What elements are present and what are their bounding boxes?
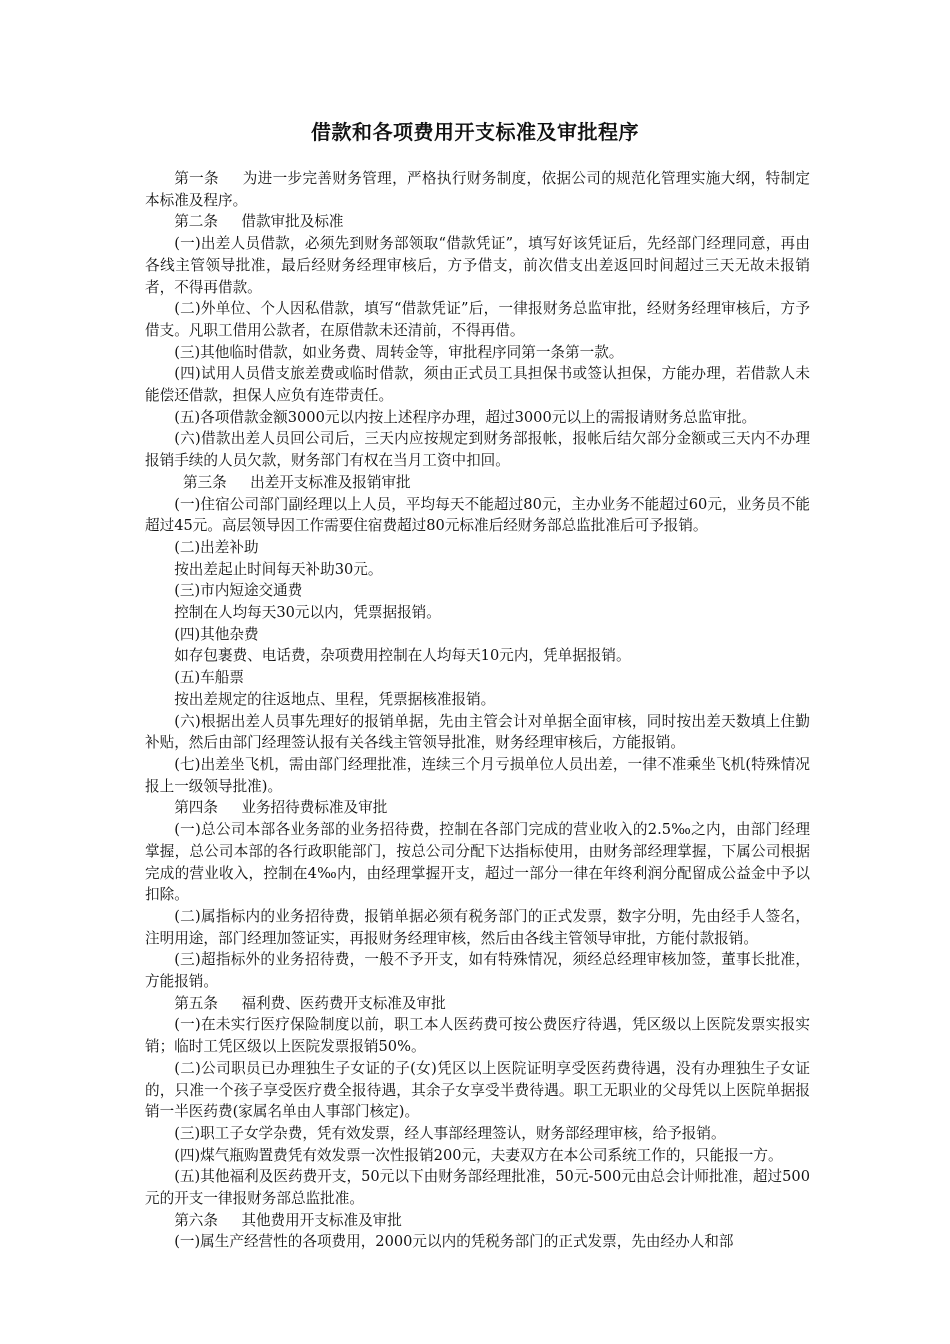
article-5-item-1: (一)在未实行医疗保险制度以前，职工本人医药费可按公费医疗待遇，凭区级以上医院发票实报实销；临时工凭区级以上医院发票报销50%。 — [145, 1016, 810, 1056]
article-2-item-1: (一)出差人员借款，必须先到财务部领取“借款凭证”，填写好该凭证后，先经部门经理同意，再由各线主管领导批准，最后经财务经理审核后，方予借支，前次借支出差返回时间超过三天无故未报销者，不得再借款。 — [145, 235, 810, 296]
article-3-title: 出差开支标准及报销审批 — [250, 473, 411, 491]
document-title: 借款和各项费用开支标准及审批程序 — [311, 120, 639, 144]
article-2-item-6: (六)借款出差人员回公司后，三天内应按规定到财务部报帐，报帐后结欠部分金额或三天内不办理报销手续的人员欠款，财务部门有权在当月工资中扣回。 — [145, 430, 810, 470]
article-3-heading — [145, 472, 810, 494]
article-5-item-4: (四)煤气瓶购置费凭有效发票一次性报销200元，夫妻双方在本公司系统工作的，只能报一方。 — [174, 1146, 783, 1164]
article-6-label: 第六条 — [174, 1211, 218, 1229]
article-2-label: 第二条 — [174, 213, 218, 231]
article-2-item-4: (四)试用人员借支旅差费或临时借款，须由正式员工具担保书或签认担保，方能办理，若借款人未能偿还借款，担保人应负有连带责任。 — [145, 365, 810, 405]
article-1-text: 为进一步完善财务管理，严格执行财务制度，依据公司的规范化管理实施大纲，特制定本标准及程序。 — [145, 170, 810, 209]
article-3-item-4-text: 如存包裹费、电话费，杂项费用控制在人均每天10元内，凭单据报销。 — [174, 647, 631, 665]
article-6-heading — [145, 1210, 810, 1232]
article-5-label: 第五条 — [174, 994, 218, 1012]
article-3-label: 第三条 — [182, 473, 227, 491]
article-2-item-2: (二)外单位、个人因私借款，填写“借款凭证”后，一律报财务总监审批，经财务经理审核后，方予借支。凡职工借用公款者，在原借款未还清前，不得再借。 — [145, 300, 810, 339]
article-4-title: 业务招待费标准及审批 — [241, 799, 388, 817]
article-3-item-5-text: 按出差规定的往返地点、里程，凭票据核准报销。 — [174, 690, 496, 708]
article-5-heading — [145, 993, 810, 1015]
article-3-item-2-title: (二)出差补助 — [174, 538, 259, 556]
article-4-heading — [145, 797, 810, 819]
article-1 — [145, 168, 810, 211]
article-3-item-4-title: (四)其他杂费 — [174, 625, 259, 643]
article-3-item-3-title: (三)市内短途交通费 — [174, 582, 303, 600]
article-3-item-2-text: 按出差起止时间每天补助30元。 — [174, 560, 383, 578]
article-5-item-5: (五)其他福利及医药费开支，50元以下由财务部经理批准，50元-500元由总会计师批准，超过500元的开支一律报财务部总监批准。 — [145, 1168, 810, 1208]
article-3-item-3-text: 控制在人均每天30元以内，凭票据报销。 — [174, 604, 441, 622]
article-6-item-1: (一)属生产经营性的各项费用，2000元以内的凭税务部门的正式发票，先由经办人和部 — [174, 1233, 734, 1251]
article-5-title: 福利费、医药费开支标准及审批 — [241, 994, 446, 1012]
article-4-item-2: (二)属指标内的业务招待费，报销单据必须有税务部门的正式发票，数字分明，先由经手人签名，注明用途，部门经理加签证实，再报财务经理审核，然后由各线主管领导审批，方能付款报销。 — [145, 907, 810, 947]
article-3-item-5-title: (五)车船票 — [174, 669, 244, 687]
article-2-item-5: (五)各项借款金额3000元以内按上述程序办理，超过3000元以上的需报请财务总监审批。 — [174, 408, 757, 426]
document-body — [145, 168, 810, 1253]
article-5-item-2: (二)公司职员已办理独生子女证的子(女)凭区以上医院证明享受医药费待遇，没有办理独生子女证的，只准一个孩子享受医疗费全报待遇，其余子女享受半费待遇。职工无职业的父母凭以上医院单据报销一半医药费(家属名单由人事部门核定)。 — [145, 1059, 810, 1121]
article-4-item-3: (三)超指标外的业务招待费，一般不予开支，如有特殊情况，须经总经理审核加签，董事长批准，方能报销。 — [145, 951, 810, 991]
article-5-item-3: (三)职工子女学杂费，凭有效发票，经人事部经理签认，财务部经理审核，给予报销。 — [174, 1124, 726, 1142]
article-3-item-7: (七)出差坐飞机，需由部门经理批准，连续三个月亏损单位人员出差，一律不准乘坐飞机(特殊情况报上一级领导批准)。 — [145, 755, 810, 795]
article-1-label: 第一条 — [174, 170, 219, 187]
article-2-heading — [145, 211, 810, 233]
article-4-item-1: (一)总公司本部各业务部的业务招待费，控制在各部门完成的营业收入的2.5‰之内，由部门经理掌握，总公司本部的各行政职能部门，按总公司分配下达指标使用，由财务部经理掌握，下属公司根据完成的营业收入，控制在4‰内，由经理掌握开支，超过一部分一律在年终利润分配留成公益金中予以扣除。 — [145, 821, 810, 904]
article-6-title: 其他费用开支标准及审批 — [241, 1211, 402, 1229]
article-3-item-6: (六)根据出差人员事先理好的报销单据，先由主管会计对单据全面审核，同时按出差天数填上住勤补贴，然后由部门经理签认报有关各线主管领导批准，财务经理审核后，方能报销。 — [145, 712, 810, 752]
article-3-item-1: (一)住宿公司部门副经理以上人员，平均每天不能超过80元，主办业务不能超过60元，业务员不能超过45元。高层领导因工作需要住宿费超过80元标准后经财务部总监批准后可予报销。 — [145, 495, 810, 535]
article-2-title: 借款审批及标准 — [241, 213, 344, 231]
article-2-item-3: (三)其他临时借款，如业务费、周转金等，审批程序同第一条第一款。 — [174, 343, 624, 361]
article-4-label: 第四条 — [174, 799, 218, 817]
